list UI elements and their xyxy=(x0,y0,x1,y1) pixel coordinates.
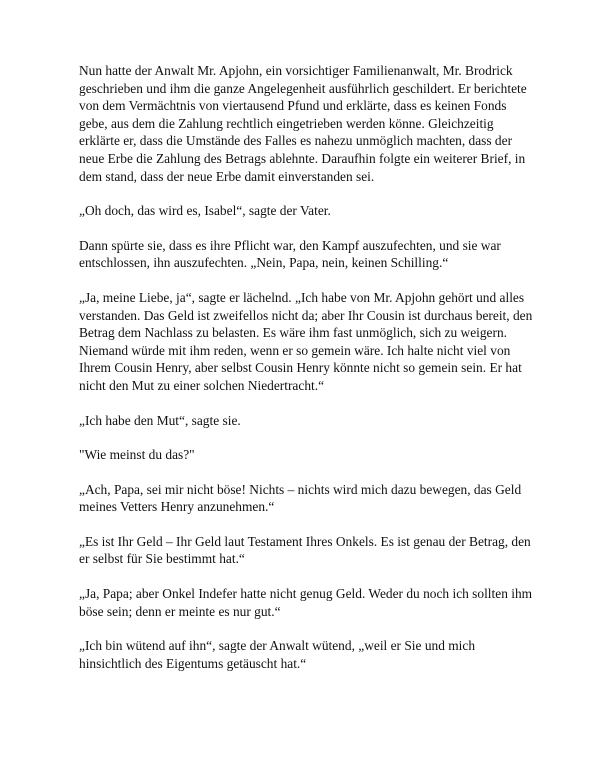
paragraph-2: „Oh doch, das wird es, Isabel“, sagte der Vater. xyxy=(79,203,331,219)
document-page xyxy=(79,62,534,689)
paragraph-7: „Ach, Papa, sei mir nicht böse! Nichts – nichts wird mich dazu bewegen, das Geld meines Vetters Henry anzunehmen.“ xyxy=(79,481,522,515)
paragraph-6: "Wie meinst du das?" xyxy=(79,447,195,463)
paragraph-1: Nun hatte der Anwalt Mr. Apjohn, ein vorsichtiger Familienanwalt, Mr. Brodrick geschrieben und ihm die ganze Angelegenheit ausführlich geschildert. Er berichtete von dem Vermächtnis von viertausend Pfund und erklärte, dass es keinen Fonds gebe, aus dem die Zahlung rechtlich eingetrieben werden könne. Gleichzeitig erklärte er, dass die Umstände des Falles es nahezu unmöglich machten, dass der neue Erbe die Zahlung des Betrags ablehnte. Daraufhin folgte ein weiterer Brief, in dem stand, dass der neue Erbe damit einverstanden sei. xyxy=(79,63,527,184)
paragraph-10: „Ich bin wütend auf ihn“, sagte der Anwalt wütend, „weil er Sie und mich hinsichtlich des Eigentums getäuscht hat.“ xyxy=(79,638,476,671)
paragraph-3: Dann spürte sie, dass es ihre Pflicht war, den Kampf auszufechten, und sie war entschlossen, ihn auszufechten. „Nein, Papa, nein, keinen Schilling.“ xyxy=(79,237,501,271)
paragraph-5: „Ich habe den Mut“, sagte sie. xyxy=(79,412,241,428)
paragraph-9: „Ja, Papa; aber Onkel Indefer hatte nicht genug Geld. Weder du noch ich sollten ihm böse sein; denn er meinte es nur gut.“ xyxy=(79,586,533,619)
paragraph-4: „Ja, meine Liebe, ja“, sagte er lächelnd. „Ich habe von Mr. Apjohn gehört und alles verstanden. Das Geld ist zweifellos nicht da; aber Ihr Cousin ist durchaus bereit, den Betrag dem Nachlass zu belasten. Es wäre ihm fast unmöglich, sich zu weigern. Niemand würde mit ihm reden, wenn er so gemein wäre. Ich halte nicht viel von Ihrem Cousin Henry, aber selbst Cousin Henry könnte nicht so gemein sein. Er hat nicht den Mut zu einer solchen Niedertracht.“ xyxy=(79,289,533,393)
paragraph-8: „Es ist Ihr Geld – Ihr Geld laut Testament Ihres Onkels. Es ist genau der Betrag, den er selbst für Sie bestimmt hat.“ xyxy=(79,533,531,567)
